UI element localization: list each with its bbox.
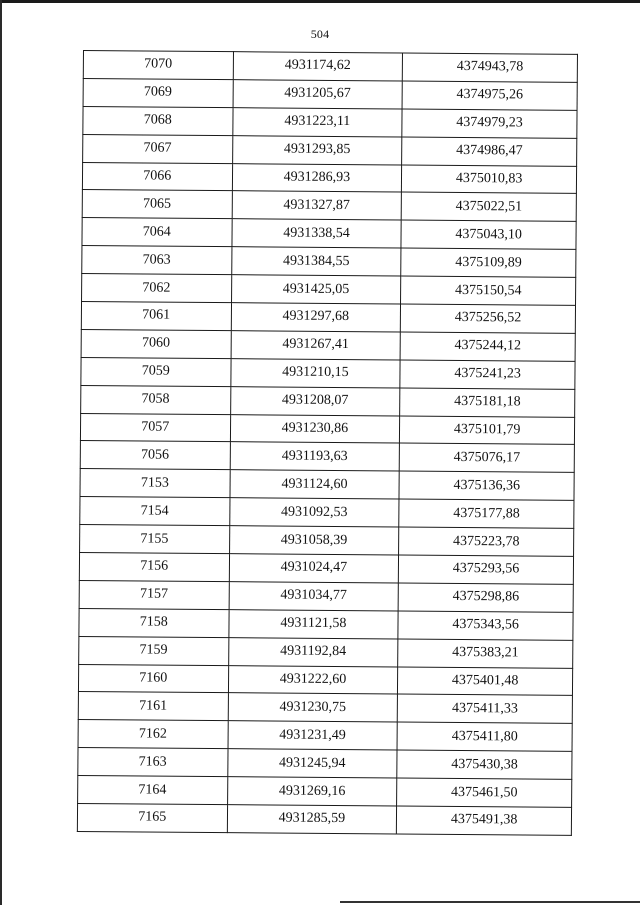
point-number-cell: 7067 (83, 134, 233, 163)
x-coordinate-cell: 4931245,94 (227, 749, 397, 778)
table-row (77, 804, 571, 836)
table-row (79, 636, 573, 668)
x-coordinate-cell: 4931092,53 (229, 498, 399, 527)
scan-edge-top (0, 0, 640, 3)
x-coordinate-cell: 4931231,49 (228, 721, 398, 750)
x-coordinate-cell: 4931223,11 (232, 107, 402, 136)
y-coordinate-cell: 4375109,89 (401, 248, 576, 277)
x-coordinate-cell: 4931230,75 (228, 693, 398, 722)
y-coordinate-cell: 4375076,17 (399, 443, 574, 472)
x-coordinate-cell: 4931425,05 (231, 275, 401, 304)
point-number-cell: 7160 (78, 664, 228, 693)
point-number-cell: 7065 (82, 190, 232, 219)
y-coordinate-cell: 4375298,86 (398, 583, 573, 612)
table-row (80, 413, 574, 445)
y-coordinate-cell: 4375241,23 (400, 360, 575, 389)
point-number-cell: 7164 (78, 776, 228, 805)
table-row (80, 497, 574, 529)
table-row (82, 274, 576, 306)
table-row (78, 692, 572, 724)
y-coordinate-cell: 4374943,78 (403, 53, 578, 82)
x-coordinate-cell: 4931121,58 (228, 609, 398, 638)
y-coordinate-cell: 4375177,88 (399, 499, 574, 528)
table-row (82, 246, 576, 278)
x-coordinate-cell: 4931205,67 (233, 80, 403, 109)
y-coordinate-cell: 4375343,56 (398, 611, 573, 640)
x-coordinate-cell: 4931193,63 (230, 442, 400, 471)
x-coordinate-cell: 4931210,15 (230, 358, 400, 387)
point-number-cell: 7159 (79, 636, 229, 665)
table-row (79, 580, 573, 612)
y-coordinate-cell: 4375010,83 (402, 165, 577, 194)
x-coordinate-cell: 4931192,84 (228, 637, 398, 666)
point-number-cell: 7153 (80, 469, 230, 498)
y-coordinate-cell: 4375411,80 (397, 722, 572, 751)
x-coordinate-cell: 4931058,39 (229, 526, 399, 555)
x-coordinate-cell: 4931230,86 (230, 414, 400, 443)
coordinates-table (77, 50, 578, 836)
y-coordinate-cell: 4374975,26 (402, 81, 577, 110)
point-number-cell: 7163 (78, 748, 228, 777)
table-row (79, 553, 573, 585)
table-row (79, 608, 573, 640)
y-coordinate-cell: 4375256,52 (401, 304, 576, 333)
point-number-cell: 7058 (81, 385, 231, 414)
point-number-cell: 7155 (80, 525, 230, 554)
point-number-cell: 7162 (78, 720, 228, 749)
y-coordinate-cell: 4375383,21 (398, 639, 573, 668)
point-number-cell: 7154 (80, 497, 230, 526)
y-coordinate-cell: 4375430,38 (397, 750, 572, 779)
point-number-cell: 7069 (83, 78, 233, 107)
y-coordinate-cell: 4375293,56 (399, 555, 574, 584)
point-number-cell: 7056 (80, 441, 230, 470)
table-row (80, 525, 574, 557)
point-number-cell: 7156 (79, 553, 229, 582)
x-coordinate-cell: 4931285,59 (227, 805, 397, 834)
scan-edge-left (0, 0, 2, 905)
table-row (81, 329, 575, 361)
x-coordinate-cell: 4931327,87 (232, 191, 402, 220)
point-number-cell: 7066 (82, 162, 232, 191)
table-row (83, 106, 577, 138)
table-row (81, 357, 575, 389)
x-coordinate-cell: 4931293,85 (232, 135, 402, 164)
table-row (78, 748, 572, 780)
y-coordinate-cell: 4375181,18 (400, 388, 575, 417)
y-coordinate-cell: 4375043,10 (401, 220, 576, 249)
table-row (82, 190, 576, 222)
scan-edge-bottom (340, 901, 640, 903)
x-coordinate-cell: 4931297,68 (231, 303, 401, 332)
y-coordinate-cell: 4375136,36 (399, 471, 574, 500)
y-coordinate-cell: 4375150,54 (401, 276, 576, 305)
y-coordinate-cell: 4375223,78 (399, 527, 574, 556)
point-number-cell: 7068 (83, 106, 233, 135)
x-coordinate-cell: 4931222,60 (228, 665, 398, 694)
point-number-cell: 7059 (81, 357, 231, 386)
point-number-cell: 7165 (77, 804, 227, 833)
point-number-cell: 7158 (79, 608, 229, 637)
point-number-cell: 7060 (81, 329, 231, 358)
y-coordinate-cell: 4375244,12 (400, 332, 575, 361)
point-number-cell: 7061 (81, 302, 231, 331)
x-coordinate-cell: 4931024,47 (229, 554, 399, 583)
y-coordinate-cell: 4374986,47 (402, 137, 577, 166)
coordinates-table-body (77, 51, 577, 836)
table-row (83, 134, 577, 166)
table-row (82, 162, 576, 194)
table-row (81, 302, 575, 334)
y-coordinate-cell: 4375461,50 (397, 778, 572, 807)
table-row (78, 776, 572, 808)
x-coordinate-cell: 4931384,55 (231, 247, 401, 276)
table-row (83, 78, 577, 110)
table-row (80, 469, 574, 501)
x-coordinate-cell: 4931338,54 (231, 219, 401, 248)
x-coordinate-cell: 4931208,07 (230, 386, 400, 415)
page-number: 504 (310, 27, 330, 41)
y-coordinate-cell: 4375101,79 (400, 416, 575, 445)
point-number-cell: 7062 (82, 274, 232, 303)
x-coordinate-cell: 4931267,41 (231, 331, 401, 360)
x-coordinate-cell: 4931174,62 (233, 52, 403, 81)
x-coordinate-cell: 4931269,16 (227, 777, 397, 806)
y-coordinate-cell: 4375491,38 (397, 806, 572, 835)
y-coordinate-cell: 4375401,48 (398, 667, 573, 696)
y-coordinate-cell: 4374979,23 (402, 109, 577, 138)
x-coordinate-cell: 4931286,93 (232, 163, 402, 192)
table-row (82, 218, 576, 250)
table-row (78, 664, 572, 696)
point-number-cell: 7157 (79, 580, 229, 609)
y-coordinate-cell: 4375411,33 (398, 694, 573, 723)
table-row (80, 441, 574, 473)
x-coordinate-cell: 4931124,60 (230, 470, 400, 499)
table-row (78, 720, 572, 752)
x-coordinate-cell: 4931034,77 (229, 582, 399, 611)
point-number-cell: 7064 (82, 218, 232, 247)
point-number-cell: 7070 (83, 51, 233, 80)
table-row (81, 385, 575, 417)
point-number-cell: 7063 (82, 246, 232, 275)
point-number-cell: 7057 (80, 413, 230, 442)
y-coordinate-cell: 4375022,51 (401, 192, 576, 221)
table-row (83, 51, 577, 83)
point-number-cell: 7161 (78, 692, 228, 721)
